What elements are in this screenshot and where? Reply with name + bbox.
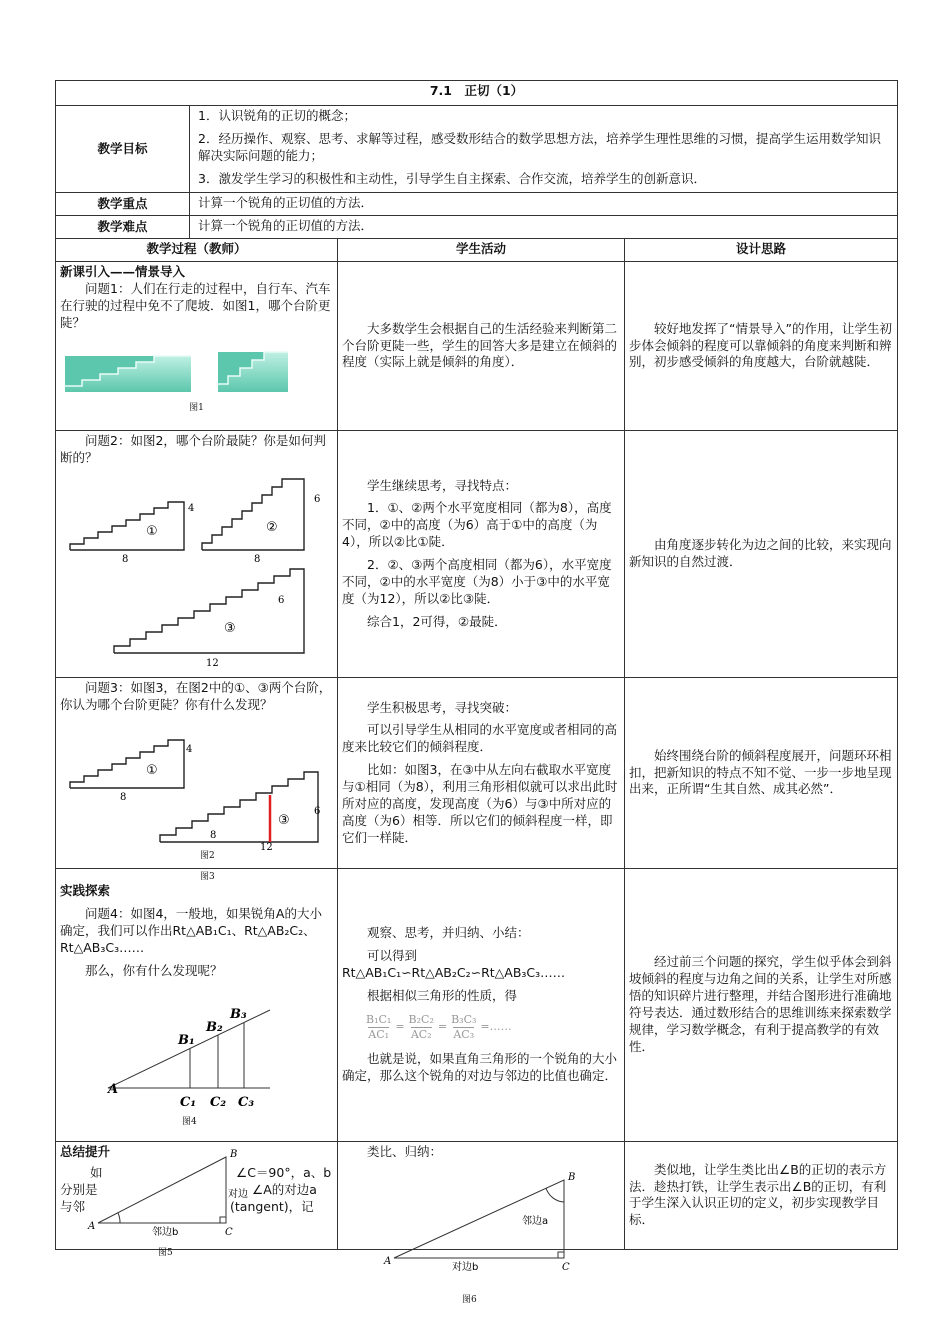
formula-eq-1: = (395, 1020, 405, 1034)
student-cell-2 (338, 431, 625, 678)
fig3-s3-inner-width: 8 (210, 829, 217, 841)
design-cell-5 (625, 1142, 898, 1250)
process-row-4 (56, 869, 898, 1142)
figure-4-triangles (60, 980, 334, 1116)
design-text-2: 由角度逐步转化为边之间的比较，来实现向新知识的自然过渡． (629, 537, 892, 569)
fig5-opp-label: 对边 (228, 1188, 248, 1200)
figure-1-stairs (60, 348, 334, 396)
fig4-label-a: A (108, 1081, 119, 1097)
summary-text-a: 如 (90, 1164, 103, 1180)
formula-num-2: B₂C₂ (408, 1012, 434, 1026)
fig5-angle-arc (118, 1213, 120, 1223)
fig3-stair-1-outline (70, 740, 184, 788)
teacher-cell-2 (56, 431, 338, 678)
goals-row (56, 106, 898, 193)
fig5-label-c: C (225, 1226, 233, 1238)
student-4-line-3: 根据相似三角形的性质，得 (367, 987, 518, 1003)
summary-text-b: ∠C＝90°，a、b (236, 1164, 332, 1180)
fig5-triangle (98, 1157, 226, 1223)
student-cell-1 (338, 262, 625, 431)
figure-4-caption: 图4 (182, 1116, 197, 1127)
fig2-s1-number: ① (146, 523, 158, 539)
figure-2-stairs (60, 467, 334, 667)
figure-3-caption: 图3 (200, 872, 215, 882)
difficulty-text: 计算一个锐角的正切值的方法． (190, 216, 898, 239)
fig6-right-angle (558, 1252, 564, 1258)
question-4a: 问题4：如图4，一般地，如果锐角A的大小确定，我们可以作出Rt△AB₁C₁、Rt△AB₂C₂、Rt△AB₃C₃…… (60, 906, 322, 955)
formula-den-3: AC₃ (453, 1028, 475, 1042)
design-cell-1 (625, 262, 898, 431)
difficulty-label: 教学难点 (56, 216, 190, 239)
figure-1-caption: 图1 (189, 402, 204, 413)
column-header-row (56, 239, 898, 262)
fig6-angle-arc (546, 1188, 564, 1202)
difficulty-row (56, 216, 898, 239)
goals-content (190, 106, 898, 193)
student-cell-4 (338, 869, 625, 1142)
summary-text-d: ∠A的对边a (252, 1181, 317, 1197)
goal-item-2: 2．经历操作、观察、思考、求解等过程，感受数形结合的数学思想方法，培养学生理性思维的习惯，提高学生运用数学知识解决实际问题的能力； (198, 130, 881, 163)
fig2-s2-height: 6 (314, 493, 321, 505)
student-2-line-1: 学生继续思考，寻找特点： (367, 477, 518, 493)
fig2-s2-width: 8 (254, 553, 261, 565)
header-design: 设计思路 (625, 239, 898, 262)
figure-6-triangle (384, 1166, 584, 1272)
design-text-4: 经过前三个问题的探究，学生似乎体会到斜坡倾斜的程度与边角之间的关系，让学生对所感悟的知识碎片进行整理，并结合图形进行准确地符号表达．通过数形结合的思维训练来探索数学规律，学习数学概念，有利于提高教学的有效性． (629, 954, 892, 1054)
fig2-s3-height: 6 (278, 594, 285, 606)
key-point-label: 教学重点 (56, 193, 190, 216)
header-teacher: 教学过程（教师） (56, 239, 338, 262)
student-cell-5 (338, 1142, 625, 1273)
student-text-1: 大多数学生会根据自己的生活经验来判断第二个台阶更陡一些，学生的回答大多是建立在倾斜的程度（实际上就是倾斜的角度）． (342, 320, 618, 370)
teacher-cell-5 (56, 1142, 338, 1258)
design-cell-2 (625, 431, 898, 678)
fig2-s3-width: 12 (206, 657, 219, 669)
fig3-s3-height: 6 (314, 805, 321, 817)
fig3-s3-number: ③ (278, 812, 290, 828)
formula-eq-2: = (437, 1020, 448, 1034)
title-row (56, 81, 898, 106)
fig4-label-b1: B₁ (178, 1032, 195, 1048)
student-cell-3 (338, 678, 625, 869)
figure-5-triangle (80, 1147, 248, 1243)
process-row-1 (56, 262, 898, 431)
summary-text-f: (tangent)，记 (230, 1198, 314, 1214)
fig6-adj-label: 邻边a (522, 1216, 549, 1227)
fig2-s1-width: 8 (122, 553, 129, 565)
teacher-cell-4 (56, 869, 338, 1142)
student-2-line-3: 2．②、③两个高度相同（都为6），水平宽度不同，②中的水平宽度（为8）小于③中的水平宽度（为12），所以②比③陡． (342, 557, 612, 606)
process-row-5 (56, 1142, 898, 1250)
fig2-s2-number: ② (266, 519, 278, 535)
figure-5-caption: 图5 (158, 1247, 173, 1258)
fig5-right-angle (220, 1217, 226, 1223)
fig3-s1-number: ① (146, 762, 158, 778)
goals-label: 教学目标 (56, 106, 190, 193)
fig3-s1-width: 8 (120, 791, 127, 803)
fig5-label-b: B (230, 1148, 238, 1160)
question-3: 问题3：如图3，在图2中的①、③两个台阶，你认为哪个台阶更陡？你有什么发现？ (60, 680, 332, 712)
design-text-1: 较好地发挥了“情景导入”的作用，让学生初步体会倾斜的程度可以靠倾斜的角度来判断和辨别，初步感受倾斜的角度越大，台阶就越陡． (629, 320, 892, 370)
fig4-label-c1: C₁ (180, 1094, 197, 1110)
formula-den-2: AC₂ (410, 1028, 432, 1042)
student-3-line-2: 可以引导学生从相同的水平宽度或者相同的高度来比较它们的倾斜程度． (342, 722, 618, 755)
key-point-row (56, 193, 898, 216)
student-4-line-1: 观察、思考，并归纳、小结： (367, 925, 530, 941)
fig4-label-b3: B₃ (230, 1006, 247, 1022)
fig6-opp-label: 对边b (452, 1262, 479, 1273)
lesson-title: 7.1 正切（1） (56, 81, 898, 106)
stair-3-outline (114, 569, 304, 653)
summary-text-e: 与邻 (60, 1198, 86, 1214)
question-1: 问题1：人们在行走的过程中，自行车、汽车在行驶的过程中免不了爬坡．如图1，哪个台阶更陡？ (60, 280, 331, 330)
design-cell-3 (625, 678, 898, 869)
formula-den-1: AC₁ (368, 1028, 390, 1042)
fig5-side-label: 邻边b (152, 1226, 179, 1238)
design-text-3: 始终围绕台阶的倾斜程度展开，问题环环相扣，把新知识的特点不知不觉、一步一步地呈现出来，正所谓“生其自然、成其必然”． (629, 747, 892, 797)
design-cell-4 (625, 869, 898, 1142)
fig2-s3-number: ③ (224, 620, 236, 636)
student-2-line-2: 1．①、②两个水平宽度相同（都为8），高度不同，②中的高度（为6）高于①中的高度（为4），所以②比①陡． (342, 500, 612, 550)
header-student: 学生活动 (338, 239, 625, 262)
summary-text-c: 分别是 (60, 1181, 98, 1197)
goal-item-3: 3．激发学生学习的积极性和主动性，引导学生自主探索、合作交流，培养学生的创新意识． (198, 170, 706, 186)
teacher-cell-1 (56, 262, 338, 431)
process-row-3 (56, 678, 898, 869)
figure-2-caption: 图2 (200, 850, 215, 861)
goal-item-1: 1．认识锐角的正切的概念； (198, 108, 356, 123)
lesson-plan-table (55, 80, 898, 1273)
fig6-label-b: B (568, 1172, 576, 1183)
ratio-formula (366, 1013, 620, 1044)
formula-num-3: B₃C₃ (451, 1012, 477, 1026)
fig3-s3-width: 12 (260, 841, 273, 853)
teacher-cell-3 (56, 678, 338, 869)
stair-1-outline (70, 502, 184, 550)
fig2-s1-height: 4 (188, 502, 195, 514)
student-4-line-4: 也就是说，如果直角三角形的一个锐角的大小确定，那么这个锐角的对边与邻边的比值也确定． (342, 1051, 618, 1084)
figure-3-stairs (60, 714, 334, 853)
key-point-text: 计算一个锐角的正切值的方法． (190, 193, 898, 216)
student-text-5: 类比、归纳： (367, 1144, 443, 1159)
formula-tail: =…… (480, 1020, 512, 1034)
fig6-label-a: A (384, 1256, 392, 1267)
fig4-label-c2: C₂ (210, 1094, 227, 1110)
section-practice-heading: 实践探索 (60, 883, 111, 899)
process-row-2 (56, 431, 898, 678)
question-4b: 那么，你有什么发现呢？ (85, 962, 223, 978)
design-text-5: 类似地，让学生类比出∠B的正切的表示方法．趁热打铁，让学生表示出∠B的正切，有利于学生深入认识正切的定义，初步实现教学目标． (629, 1161, 887, 1228)
student-3-line-1: 学生积极思考，寻找突破： (367, 699, 518, 715)
formula-num-1: B₁C₁ (366, 1012, 392, 1026)
fig4-label-b2: B₂ (206, 1019, 223, 1035)
figure-6-caption: 图6 (462, 1295, 477, 1305)
fig4-label-c3: C₃ (238, 1094, 255, 1110)
student-3-line-3: 比如：如图3，在③中从左向右截取水平宽度与①相同（为8），利用三角形相似就可以求出此时所对应的高度，发现高度（为6）与③中所对应的高度（为6）相等．所以它们的倾斜程度一样，即它们一样陡． (342, 762, 618, 845)
fig6-label-c: C (562, 1262, 570, 1273)
section-summary-heading: 总结提升 (60, 1144, 111, 1159)
section-intro-heading: 新课引入——情景导入 (60, 264, 186, 279)
stair-2-outline (202, 479, 304, 550)
student-4-line-2: 可以得到Rt△AB₁C₁∽Rt△AB₂C₂∽Rt△AB₃C₃…… (342, 947, 566, 980)
fig3-s1-height: 4 (186, 743, 193, 755)
fig5-label-a: A (88, 1220, 96, 1232)
question-2: 问题2：如图2，哪个台阶最陡？你是如何判断的？ (60, 433, 326, 465)
student-2-line-4: 综合1，2可得，②最陡． (367, 613, 507, 629)
